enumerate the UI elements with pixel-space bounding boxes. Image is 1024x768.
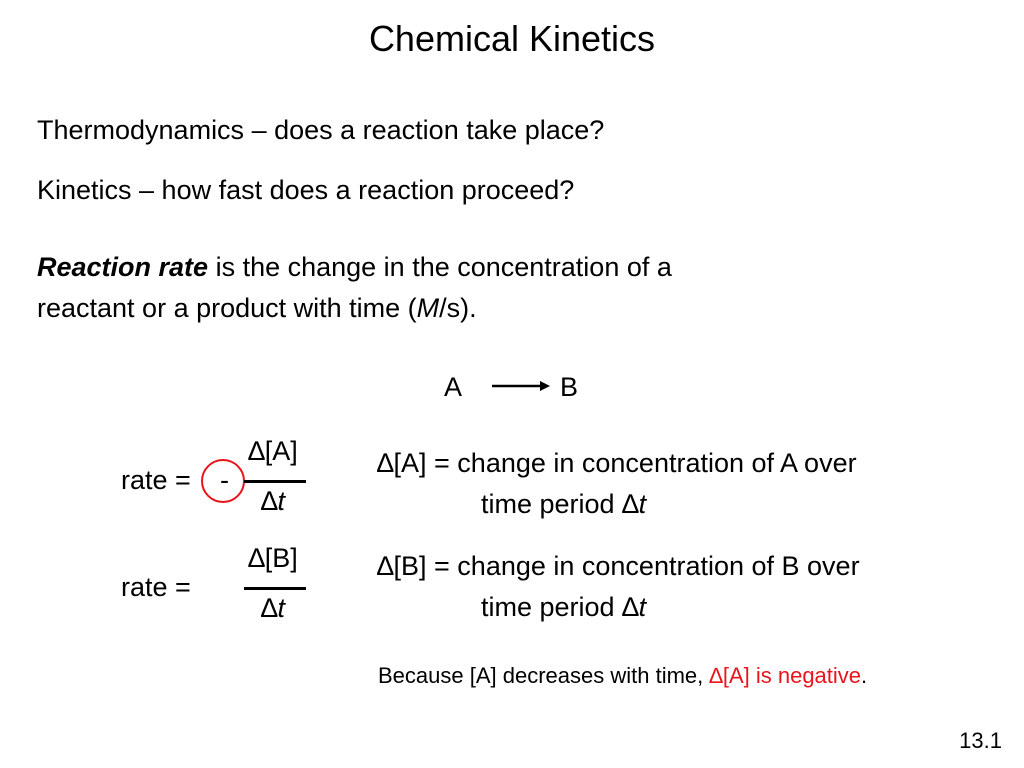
eq2-delta-symbol: ∆ [260,593,278,623]
thermodynamics-line: Thermodynamics – does a reaction take place? [37,115,605,145]
reaction-arrow-icon [490,378,554,394]
slide-number: 13.1 [959,728,1002,753]
eq1-denominator [238,486,308,517]
eq2-time-variable: t [277,593,286,623]
negative-sign: - [220,465,229,495]
rate-unit-suffix: /s). [439,293,477,323]
delta-a-definition-line1: ∆[A] = change in concentration of A over [377,448,857,478]
delta-b-definition-line2 [481,592,646,623]
negative-rate-note [378,663,867,689]
reaction-rate-term: Reaction rate [37,252,209,282]
note-text: Because [A] decreases with time, [378,663,710,688]
note-highlight: ∆[A] is negative [709,663,862,688]
eq1-delta-symbol: ∆ [260,486,278,516]
delta-a-definition-line2 [481,489,646,520]
reaction-rate-definition-line2 [37,293,477,324]
product-b: B [560,372,579,402]
def1-time-variable: t [638,489,647,519]
molarity-unit: M [416,293,440,323]
def2-time-text: time period ∆ [481,592,639,622]
rate-label-1: rate = [121,465,191,495]
eq2-fraction-bar [244,587,306,590]
kinetics-line: Kinetics – how fast does a reaction proceed? [37,175,575,205]
eq1-time-variable: t [277,486,286,516]
rate-label-2: rate = [121,572,191,602]
def1-time-text: time period ∆ [481,489,639,519]
rate-definition-text-2: reactant or a product with time ( [37,293,417,323]
rate-definition-text: is the change in the concentration of a [208,252,672,282]
eq2-denominator [238,593,308,624]
def2-time-variable: t [638,592,647,622]
note-period: . [861,663,868,688]
delta-b-definition-line1: ∆[B] = change in concentration of B over [377,551,860,581]
eq2-numerator: ∆[B] [248,543,298,573]
eq1-fraction-bar [244,480,306,483]
reactant-a: A [444,372,463,402]
reaction-rate-definition-line1 [37,252,672,283]
slide-title: Chemical Kinetics [368,18,656,59]
eq1-numerator: ∆[A] [248,436,298,466]
